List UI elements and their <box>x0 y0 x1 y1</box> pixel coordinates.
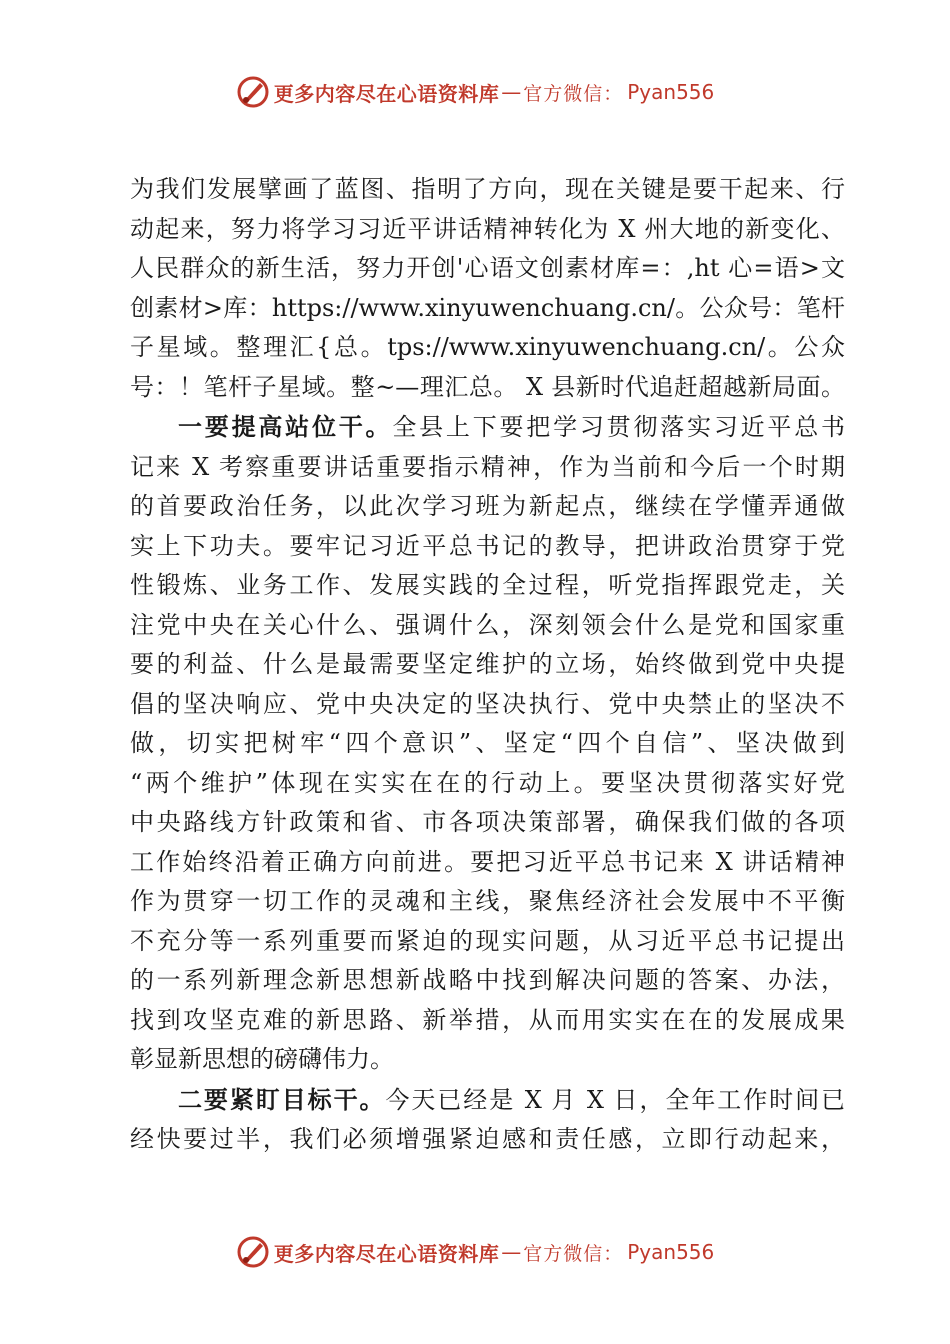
text-line: 子星域。整理汇{总。tps://www.xinyuwenchuang.cn/。公众 <box>130 333 845 361</box>
text-line <box>130 1080 845 1121</box>
text-line: 记来 X 考察重要讲话重要指示精神，作为当前和今后一个时期 <box>130 452 845 481</box>
text-line: 人民群众的新生活，努力开创'心语文创素材库=：,ht 心=语>文 <box>130 254 845 282</box>
text-line: 的首要政治任务，以此次学习班为新起点，继续在学懂弄通做 <box>130 492 845 520</box>
text-line: 不充分等一系列重要而紧迫的现实问题，从习近平总书记提出 <box>130 926 845 955</box>
banner-wechat-id: Pyan556 <box>627 1240 715 1264</box>
text-line: 做，切实把树牢“四个意识”、坚定“四个自信”、坚决做到 <box>130 729 845 757</box>
text-line: 作为贯穿一切工作的灵魂和主线，聚焦经济社会发展中不平衡 <box>130 887 845 915</box>
paragraph-lead: 一要提高站位干。 <box>178 412 393 441</box>
text-line: 经快要过半，我们必须增强紧迫感和责任感，立即行动起来， <box>130 1125 845 1153</box>
text-line: 号：！笔杆子星域。整~—理汇总。 X 县新时代追赶超越新局面。 <box>130 372 845 401</box>
text-line: 彰显新思想的磅礴伟力。 <box>130 1045 394 1073</box>
text-line: 创素材>库：https://www.xinyuwenchuang.cn/。公众号：笔杆 <box>130 293 845 322</box>
paragraph-continuation <box>130 170 845 407</box>
text-run: 全县上下要把学习贯彻落实习近平总书 <box>392 413 846 441</box>
banner-separator: — <box>501 1240 522 1264</box>
banner-wechat-id: Pyan556 <box>627 80 715 104</box>
banner-main-text: 更多内容尽在心语资料库 <box>273 1241 500 1266</box>
paragraph-raise-standing <box>130 407 845 1080</box>
text-line: 动起来，努力将学习习近平讲话精神转化为 X 州大地的新变化、 <box>130 214 845 243</box>
paragraph-target-goals <box>130 1080 845 1160</box>
paragraph-lead: 二要紧盯目标干。 <box>178 1084 386 1114</box>
text-run: 今天已经是 X 月 X 日，全年工作时间已 <box>385 1085 846 1114</box>
text-line: 的一系列新理念新思想新战略中找到解决问题的答案、办法， <box>130 966 845 994</box>
header-banner <box>0 70 950 114</box>
text-line <box>130 407 845 448</box>
brush-logo-icon <box>236 75 270 109</box>
text-line: “两个维护”体现在实实在在的行动上。要坚决贯彻落实好党 <box>130 768 845 797</box>
banner-separator: — <box>501 80 522 104</box>
text-line: 为我们发展擘画了蓝图、指明了方向，现在关键是要干起来、行 <box>130 175 845 203</box>
brush-logo-icon <box>236 1235 270 1269</box>
text-line: 性锻炼、业务工作、发展实践的全过程，听党指挥跟党走，关 <box>130 571 845 599</box>
footer-banner <box>0 1230 950 1274</box>
text-line: 实上下功夫。要牢记习近平总书记的教导，把讲政治贯穿于党 <box>130 531 845 560</box>
banner-wechat-label: 官方微信： <box>523 82 624 105</box>
banner-main-text: 更多内容尽在心语资料库 <box>273 81 500 106</box>
text-line: 中央路线方针政策和省、市各项决策部署，确保我们做的各项 <box>130 808 845 836</box>
text-line: 找到攻坚克难的新思路、新举措，从而用实实在在的发展成果 <box>130 1005 845 1034</box>
document-body <box>130 170 845 1160</box>
text-line: 倡的坚决响应、党中央决定的坚决执行、党中央禁止的坚决不 <box>130 689 845 718</box>
text-line: 注党中央在关心什么、强调什么，深刻领会什么是党和国家重 <box>130 610 845 639</box>
text-line: 要的利益、什么是最需要坚定维护的立场，始终做到党中央提 <box>130 650 845 678</box>
banner-wechat-label: 官方微信： <box>523 1242 624 1265</box>
text-line: 工作始终沿着正确方向前进。要把习近平总书记来 X 讲话精神 <box>130 847 845 876</box>
